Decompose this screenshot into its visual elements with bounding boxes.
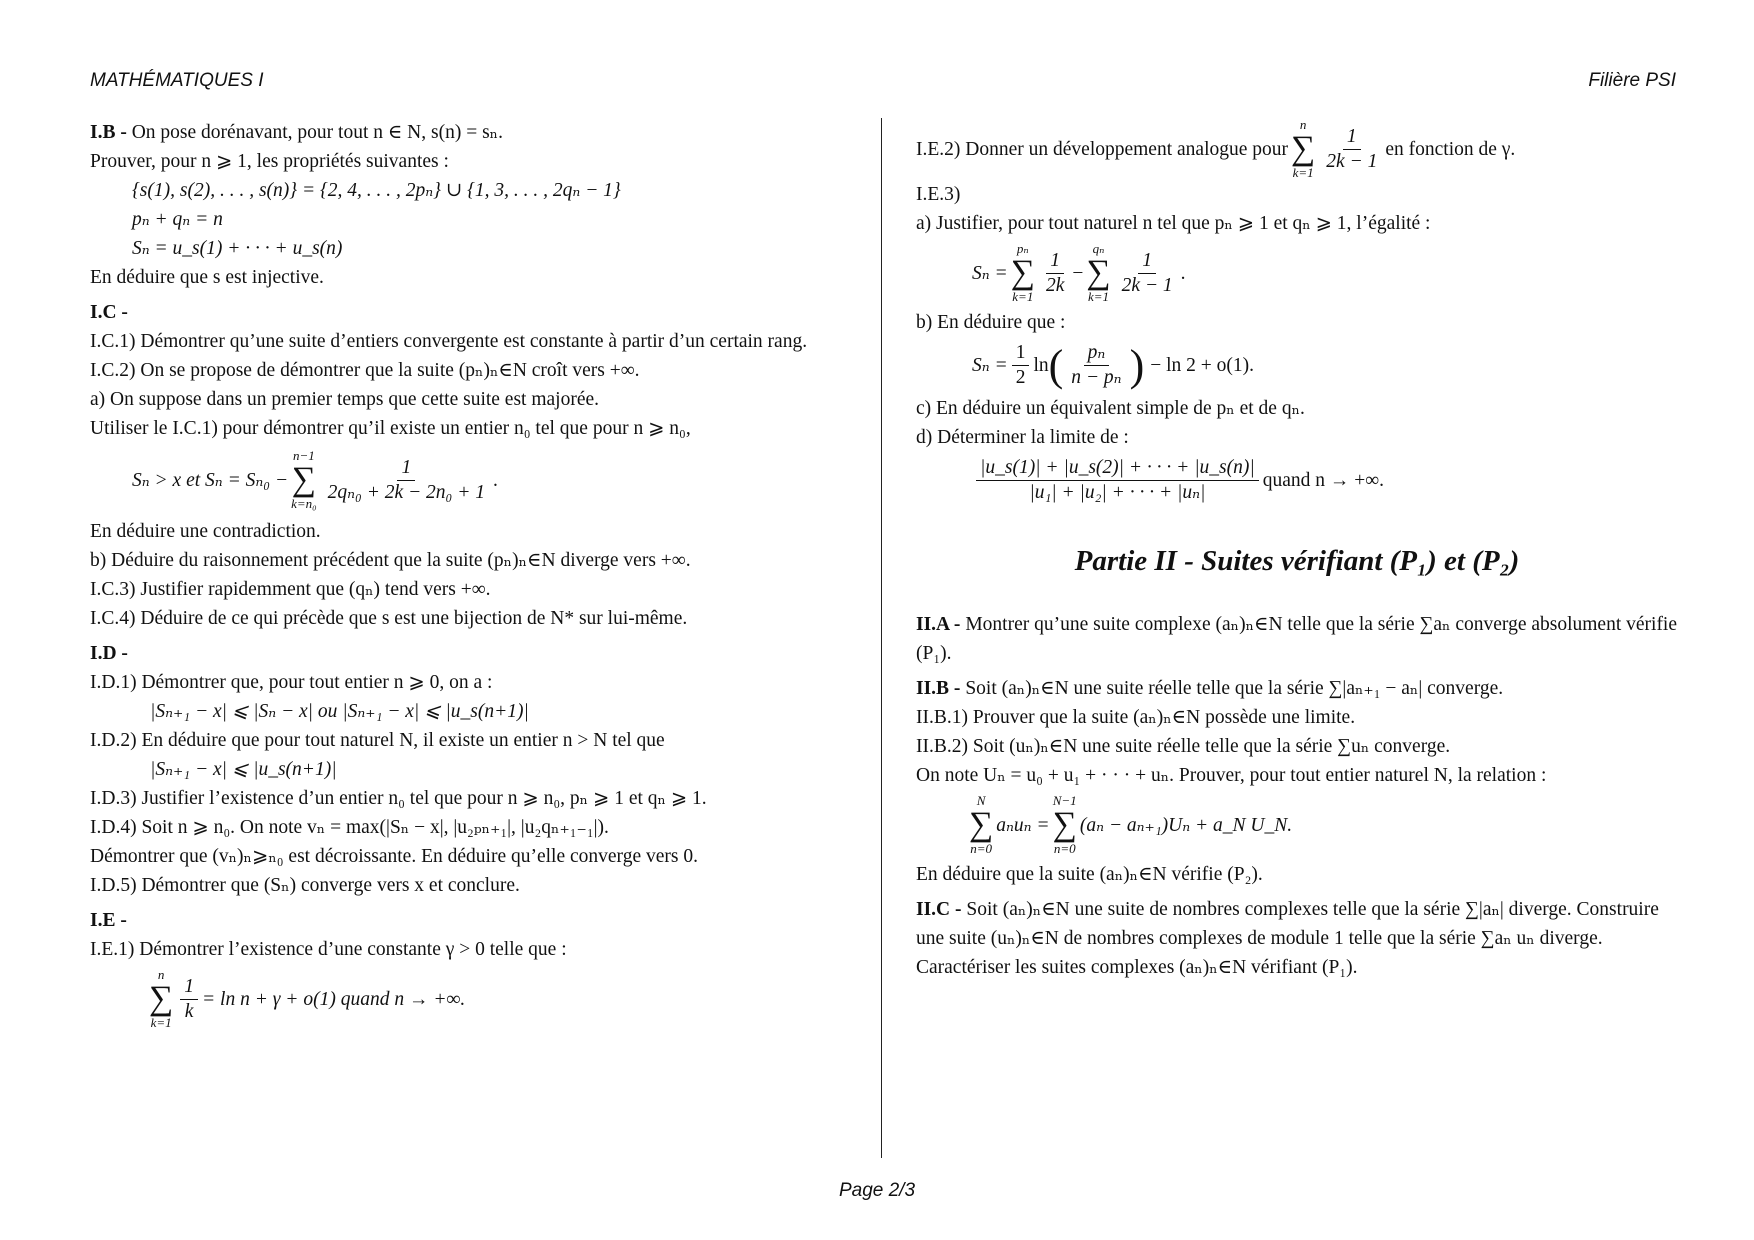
text: Soit (aₙ)ₙ∈N une suite réelle telle que la série ∑|aₙ₊₁ − aₙ| converge.: [965, 678, 1504, 699]
equation: pₙ + qₙ = n: [132, 209, 223, 230]
question-ID3: I.D.3) Justifier l’existence d’un entier n₀ tel que pour n ⩾ n₀, pₙ ⩾ 1 et qₙ ⩾ 1.: [90, 788, 707, 809]
section-IB: [90, 118, 852, 147]
sum-symbol: [1053, 794, 1077, 856]
question-IE1: I.E.1) Démontrer l’existence d’une constante γ > 0 telle que :: [90, 939, 567, 960]
section-label: II.A -: [916, 614, 961, 635]
numerator: 1: [1343, 125, 1361, 150]
text: quand n → +∞.: [1262, 470, 1385, 491]
fraction: [1012, 341, 1030, 390]
text: en fonction de γ.: [1385, 138, 1516, 160]
fraction: [976, 456, 1259, 505]
paren-open: (: [1048, 340, 1064, 390]
question-IIB1: II.B.1) Prouver que la suite (aₙ)ₙ∈N possède une limite.: [916, 707, 1356, 728]
numerator: 1: [1138, 249, 1156, 274]
equation: |Sₙ₊₁ − x| ⩽ |Sₙ − x| ou |Sₙ₊₁ − x| ⩽ |u_s(n+1)|: [150, 701, 529, 722]
display-equation: [916, 242, 1678, 304]
question-IE2: [916, 118, 1678, 180]
equation: Sₙ =: [972, 262, 1008, 284]
text: a) On suppose dans un premier temps que cette suite est majorée.: [90, 389, 600, 410]
text: .: [1180, 262, 1186, 284]
numerator: 1: [1046, 249, 1064, 274]
question-IC3: I.C.3) Justifier rapidemment que (qₙ) tend vers +∞.: [90, 579, 491, 600]
sum-upper: N−1: [1052, 793, 1077, 808]
text: I.E.2) Donner un développement analogue pour: [916, 138, 1289, 160]
right-column: [916, 118, 1678, 982]
section-IIA: [916, 610, 1678, 668]
page-number: Page 2/3: [838, 1180, 916, 1201]
left-column: [90, 118, 852, 1034]
sum-symbol: [291, 449, 317, 511]
sigma-icon: ∑: [149, 980, 174, 1017]
sum-lower: k=1: [1292, 165, 1314, 180]
equation: Sₙ =: [972, 355, 1008, 376]
sum-lower: k=1: [1087, 289, 1109, 304]
sum-symbol: [1086, 242, 1110, 304]
question-IC2: I.C.2) On se propose de démontrer que la suite (pₙ)ₙ∈N croît vers +∞.: [90, 360, 640, 381]
display-equation: [916, 456, 1678, 505]
sum-symbol: [1011, 242, 1035, 304]
text: On note Uₙ = u₀ + u₁ + · · · + uₙ. Prouver, pour tout entier naturel N, la relation :: [916, 765, 1547, 786]
display-equation: [916, 794, 1678, 856]
denominator: 2k − 1: [1121, 274, 1173, 296]
operator: −: [1072, 262, 1084, 284]
sum-lower: k=n₀: [291, 496, 317, 511]
section-label: I.C -: [90, 302, 128, 323]
header-subject: MATHÉMATIQUES I: [90, 70, 264, 91]
question-IC1: I.C.1) Démontrer qu’une suite d’entiers convergente est constante à partir d’un certain rang.: [90, 331, 808, 352]
sum-upper: n−1: [292, 448, 315, 463]
column-divider: [881, 118, 882, 1158]
text: d) Déterminer la limite de :: [916, 427, 1129, 448]
fraction: [1322, 125, 1381, 174]
fraction: [1067, 341, 1125, 390]
part-title: Partie II - Suites vérifiant (P₁) et (P₂): [1074, 545, 1520, 577]
sigma-icon: ∑: [291, 461, 316, 498]
sigma-icon: ∑: [1086, 254, 1111, 291]
sum-symbol: [1291, 118, 1315, 180]
numerator: 1: [1012, 341, 1030, 366]
fraction: [1042, 249, 1068, 298]
sum-upper: qₙ: [1092, 241, 1105, 256]
sigma-icon: ∑: [1291, 130, 1316, 167]
text: Soit (aₙ)ₙ∈N une suite de nombres complexes telle que la série ∑|aₙ| diverge. Construire une suite (uₙ)ₙ∈N de nombres complexes de module 1 telle que la série ∑aₙ uₙ diverge. Caractériser les suites complexes (aₙ)ₙ∈N vérifiant (P₁).: [916, 899, 1659, 978]
text: b) Déduire du raisonnement précédent que la suite (pₙ)ₙ∈N diverge vers +∞.: [90, 550, 691, 571]
denominator: 2k − 1: [1326, 150, 1378, 172]
text: Montrer qu’une suite complexe (aₙ)ₙ∈N telle que la série ∑aₙ converge absolument vérifie (P₁).: [916, 614, 1678, 664]
text: a) Justifier, pour tout naturel n tel que pₙ ⩾ 1 et qₙ ⩾ 1, l’égalité :: [916, 213, 1431, 234]
section-label: II.B -: [916, 678, 961, 699]
sum-upper: n: [1299, 117, 1307, 132]
display-equation: [916, 341, 1678, 390]
section-label: I.E -: [90, 910, 127, 931]
denominator: 2k: [1045, 274, 1065, 296]
question-IC4: I.C.4) Déduire de ce qui précède que s est une bijection de N* sur lui-même.: [90, 608, 688, 629]
text: ln: [1033, 355, 1049, 376]
sum-lower: k=1: [1012, 289, 1034, 304]
equation: − ln 2 + o(1).: [1150, 355, 1255, 376]
fraction: [324, 456, 489, 505]
equation: aₙuₙ =: [996, 814, 1050, 836]
fraction: [180, 975, 198, 1024]
sum-lower: n=0: [970, 841, 993, 856]
denominator: |u₁| + |u₂| + · · · + |uₙ|: [1029, 482, 1206, 503]
text: Prouver, pour n ⩾ 1, les propriétés suivantes :: [90, 151, 449, 172]
sum-symbol: [149, 968, 173, 1030]
sigma-icon: ∑: [1010, 254, 1035, 291]
sigma-icon: ∑: [969, 806, 994, 843]
display-equation: [90, 968, 852, 1030]
text: On pose dorénavant, pour tout n ∈ N, s(n) = sₙ.: [131, 122, 503, 143]
numerator: 1: [180, 975, 198, 1000]
equation: Sₙ = u_s(1) + · · · + u_s(n): [132, 238, 343, 259]
text: b) En déduire que :: [916, 312, 1066, 333]
question-ID2: I.D.2) En déduire que pour tout naturel N, il existe un entier n > N tel que: [90, 730, 665, 751]
sum-lower: k=1: [150, 1015, 172, 1030]
text: Utiliser le I.C.1) pour démontrer qu’il existe un entier n₀ tel que pour n ⩾ n₀,: [90, 418, 691, 439]
sigma-icon: ∑: [1052, 806, 1077, 843]
text: En déduire que la suite (aₙ)ₙ∈N vérifie (P₂).: [916, 864, 1263, 885]
text: En déduire une contradiction.: [90, 521, 321, 542]
denominator: n − pₙ: [1071, 367, 1122, 388]
denominator: 2qₙ₀ + 2k − 2n₀ + 1: [327, 481, 485, 503]
sum-upper: n: [157, 967, 165, 982]
section-label: I.B -: [90, 122, 127, 143]
sum-lower: n=0: [1053, 841, 1076, 856]
text: En déduire que s est injective.: [90, 267, 324, 288]
numerator: pₙ: [1084, 341, 1110, 366]
question-ID4: I.D.4) Soit n ⩾ n₀. On note vₙ = max(|Sₙ − x|, |u₂ₚₙ₊₁|, |u₂qₙ₊₁₋₁|).: [90, 817, 609, 838]
section-IIC: [916, 895, 1678, 982]
question-IE3: I.E.3): [916, 184, 961, 205]
header-track: Filière PSI: [1588, 70, 1676, 91]
text: c) En déduire un équivalent simple de pₙ et de qₙ.: [916, 398, 1305, 419]
sum-upper: N: [976, 793, 986, 808]
equation: {s(1), s(2), . . . , s(n)} = {2, 4, . . . , 2pₙ} ∪ {1, 3, . . . , 2qₙ − 1}: [132, 180, 621, 201]
display-equation: Sₙ > x et Sₙ = Sₙ₀ − n−1 ∑ k=n₀ $\frac{1}{\text{2qₙ₀ + 2k − 2n₀ + 1}}$ .: [132, 448, 498, 511]
equation: (aₙ − aₙ₊₁)Uₙ + a_N U_N.: [1079, 814, 1293, 836]
equation: Sₙ > x et Sₙ = Sₙ₀ −: [132, 469, 289, 491]
question-IIB2: II.B.2) Soit (uₙ)ₙ∈N une suite réelle telle que la série ∑uₙ converge.: [916, 736, 1451, 757]
numerator: 1: [397, 456, 415, 481]
section-label: II.C -: [916, 899, 962, 920]
section-IIB: [916, 674, 1678, 703]
sum-symbol: [969, 794, 993, 856]
text: Démontrer que (vₙ)ₙ⩾ₙ₀ est décroissante. En déduire qu’elle converge vers 0.: [90, 846, 698, 867]
equation: |Sₙ₊₁ − x| ⩽ |u_s(n+1)|: [150, 759, 337, 780]
numerator: |u_s(1)| + |u_s(2)| + · · · + |u_s(n)|: [976, 456, 1259, 481]
question-ID5: I.D.5) Démontrer que (Sₙ) converge vers x et conclure.: [90, 875, 520, 896]
fraction: [1118, 249, 1177, 298]
section-label: I.D -: [90, 643, 128, 664]
sum-upper: pₙ: [1016, 241, 1029, 256]
equation: = ln n + γ + o(1) quand n → +∞.: [202, 988, 466, 1010]
denominator: k: [184, 1000, 194, 1022]
denominator: 2: [1015, 367, 1026, 388]
question-ID1: I.D.1) Démontrer que, pour tout entier n ⩾ 0, on a :: [90, 672, 493, 693]
paren-close: ): [1129, 340, 1145, 390]
